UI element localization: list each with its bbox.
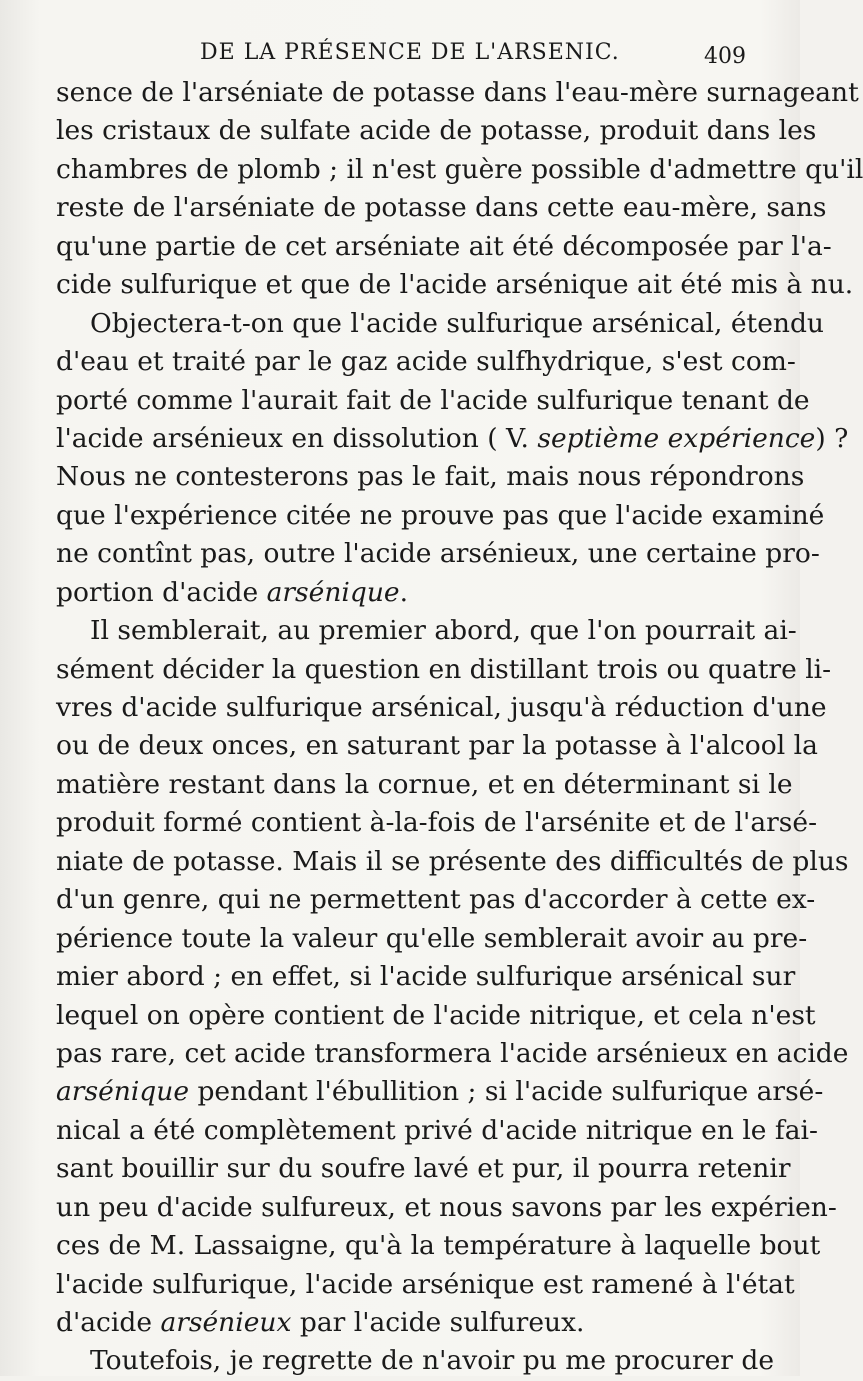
text-line: [56, 1112, 818, 1150]
text-span: Toutefois, je regrette de n'avoir pu me procurer de: [90, 1345, 775, 1377]
text-line: [56, 112, 817, 150]
text-span: d'un genre, qui ne permettent pas d'accorder à cette ex-: [56, 884, 816, 916]
text-line: [56, 420, 849, 458]
text-span: vres d'acide sulfurique arsénical, jusqu'à réduction d'une: [56, 692, 827, 723]
text-line: [56, 843, 849, 881]
text-line: [56, 305, 824, 343]
text-span: périence toute la valeur qu'elle semblerait avoir au pre-: [56, 922, 808, 954]
text-span: matière restant dans la cornue, et en déterminant si le: [56, 768, 793, 800]
text-span: par l'acide sulfureux.: [291, 1307, 585, 1338]
text-span: que l'expérience citée ne prouve pas que l'acide examiné: [56, 499, 825, 531]
text-span: portion d'acide: [56, 576, 267, 608]
italic-term: arsénieux: [160, 1307, 292, 1338]
text-line: [56, 1304, 736, 1342]
text-line: [56, 228, 832, 266]
text-line: [56, 74, 859, 112]
text-span: nical a été complètement privé d'acide nitrique en le fai-: [56, 1114, 818, 1146]
text-line: [56, 535, 820, 573]
text-line: [56, 997, 816, 1035]
text-line: [56, 382, 810, 420]
text-line: [56, 881, 816, 919]
text-span: reste de l'arséniate de potasse dans cette eau-mère, sans: [56, 192, 827, 224]
italic-term: arsénique: [266, 576, 400, 608]
text-span: chambres de plomb ; il n'est guère possible d'admettre qu'il: [56, 153, 863, 185]
text-span: ne contînt pas, outre l'acide arsénieux, une certaine pro-: [56, 538, 820, 570]
text-line: [56, 1266, 795, 1304]
text-span: l'acide sulfurique, l'acide arsénique est ramené à l'état: [56, 1268, 795, 1300]
text-span: niate de potasse. Mais il se présente des difficultés de plus: [56, 845, 849, 877]
text-span: pas rare, cet acide transformera l'acide arsénieux en acide: [56, 1037, 849, 1069]
text-span: d'eau et traité par le gaz acide sulfhydrique, s'est com-: [56, 346, 796, 378]
text-span: porté comme l'aurait fait de l'acide sulfurique tenant de: [56, 384, 810, 416]
text-span: ces de M. Lassaigne, qu'à la température à laquelle bout: [56, 1230, 821, 1262]
text-span: Nous ne contesterons pas le fait, mais nous répondrons: [56, 461, 805, 493]
body-text: [56, 74, 863, 1381]
text-span: les cristaux de sulfate acide de potasse, produit dans les: [56, 115, 817, 147]
text-line: [56, 1150, 791, 1188]
text-line: [56, 612, 797, 650]
text-span: sément décider la question en distillant trois ou quatre li-: [56, 653, 832, 685]
text-span: sant bouillir sur du soufre lavé et pur, il pourra retenir: [56, 1153, 791, 1185]
text-line: [56, 766, 793, 804]
italic-term: septième expérience: [537, 422, 816, 454]
text-line: [56, 651, 832, 689]
text-span: mier abord ; en effet, si l'acide sulfurique arsénical sur: [56, 961, 796, 993]
text-line: [56, 266, 854, 304]
text-line: [56, 1035, 849, 1073]
text-line: [56, 343, 796, 381]
text-span: ) ?: [815, 422, 849, 454]
text-line: [56, 458, 805, 496]
text-span: l'acide arsénieux en dissolution ( V.: [56, 422, 538, 454]
text-line: [56, 1342, 775, 1380]
text-span: ou de deux onces, en saturant par la potasse à l'alcool la: [56, 730, 818, 762]
text-line: [56, 1073, 824, 1111]
text-span: produit formé contient à-la-fois de l'arsénite et de l'arsé-: [56, 807, 818, 839]
text-span: un peu d'acide sulfureux, et nous savons par les expérien-: [56, 1191, 837, 1223]
text-line: [56, 689, 827, 727]
text-line: [56, 189, 827, 227]
text-span: lequel on opère contient de l'acide nitrique, et cela n'est: [56, 999, 816, 1031]
italic-term: arsénique: [56, 1076, 190, 1108]
text-span: Objectera-t-on que l'acide sulfurique arsénical, étendu: [90, 307, 824, 339]
text-span: pendant l'ébullition ; si l'acide sulfurique arsé-: [189, 1076, 824, 1108]
page-header: [60, 40, 746, 76]
text-span: qu'une partie de cet arséniate ait été décomposée par l'a-: [56, 230, 832, 262]
text-line: [56, 727, 818, 765]
text-span: cide sulfurique et que de l'acide arsénique ait été mis à nu.: [56, 269, 854, 301]
text-span: Il semblerait, au premier abord, que l'on pourrait ai-: [90, 615, 797, 647]
text-span: .: [399, 576, 409, 608]
text-line: [56, 1189, 837, 1227]
text-line: [56, 574, 736, 612]
running-head: DE LA PRÉSENCE DE L'ARSENIC.: [200, 40, 620, 65]
text-line: [56, 497, 825, 535]
text-span: sence de l'arséniate de potasse dans l'eau-mère surnageant: [56, 77, 859, 108]
text-line: [56, 958, 796, 996]
text-span: d'acide: [56, 1307, 161, 1338]
text-line: [56, 151, 863, 189]
page-number: 409: [704, 44, 746, 69]
text-line: [56, 1227, 821, 1265]
text-line: [56, 920, 808, 958]
text-line: [56, 804, 818, 842]
